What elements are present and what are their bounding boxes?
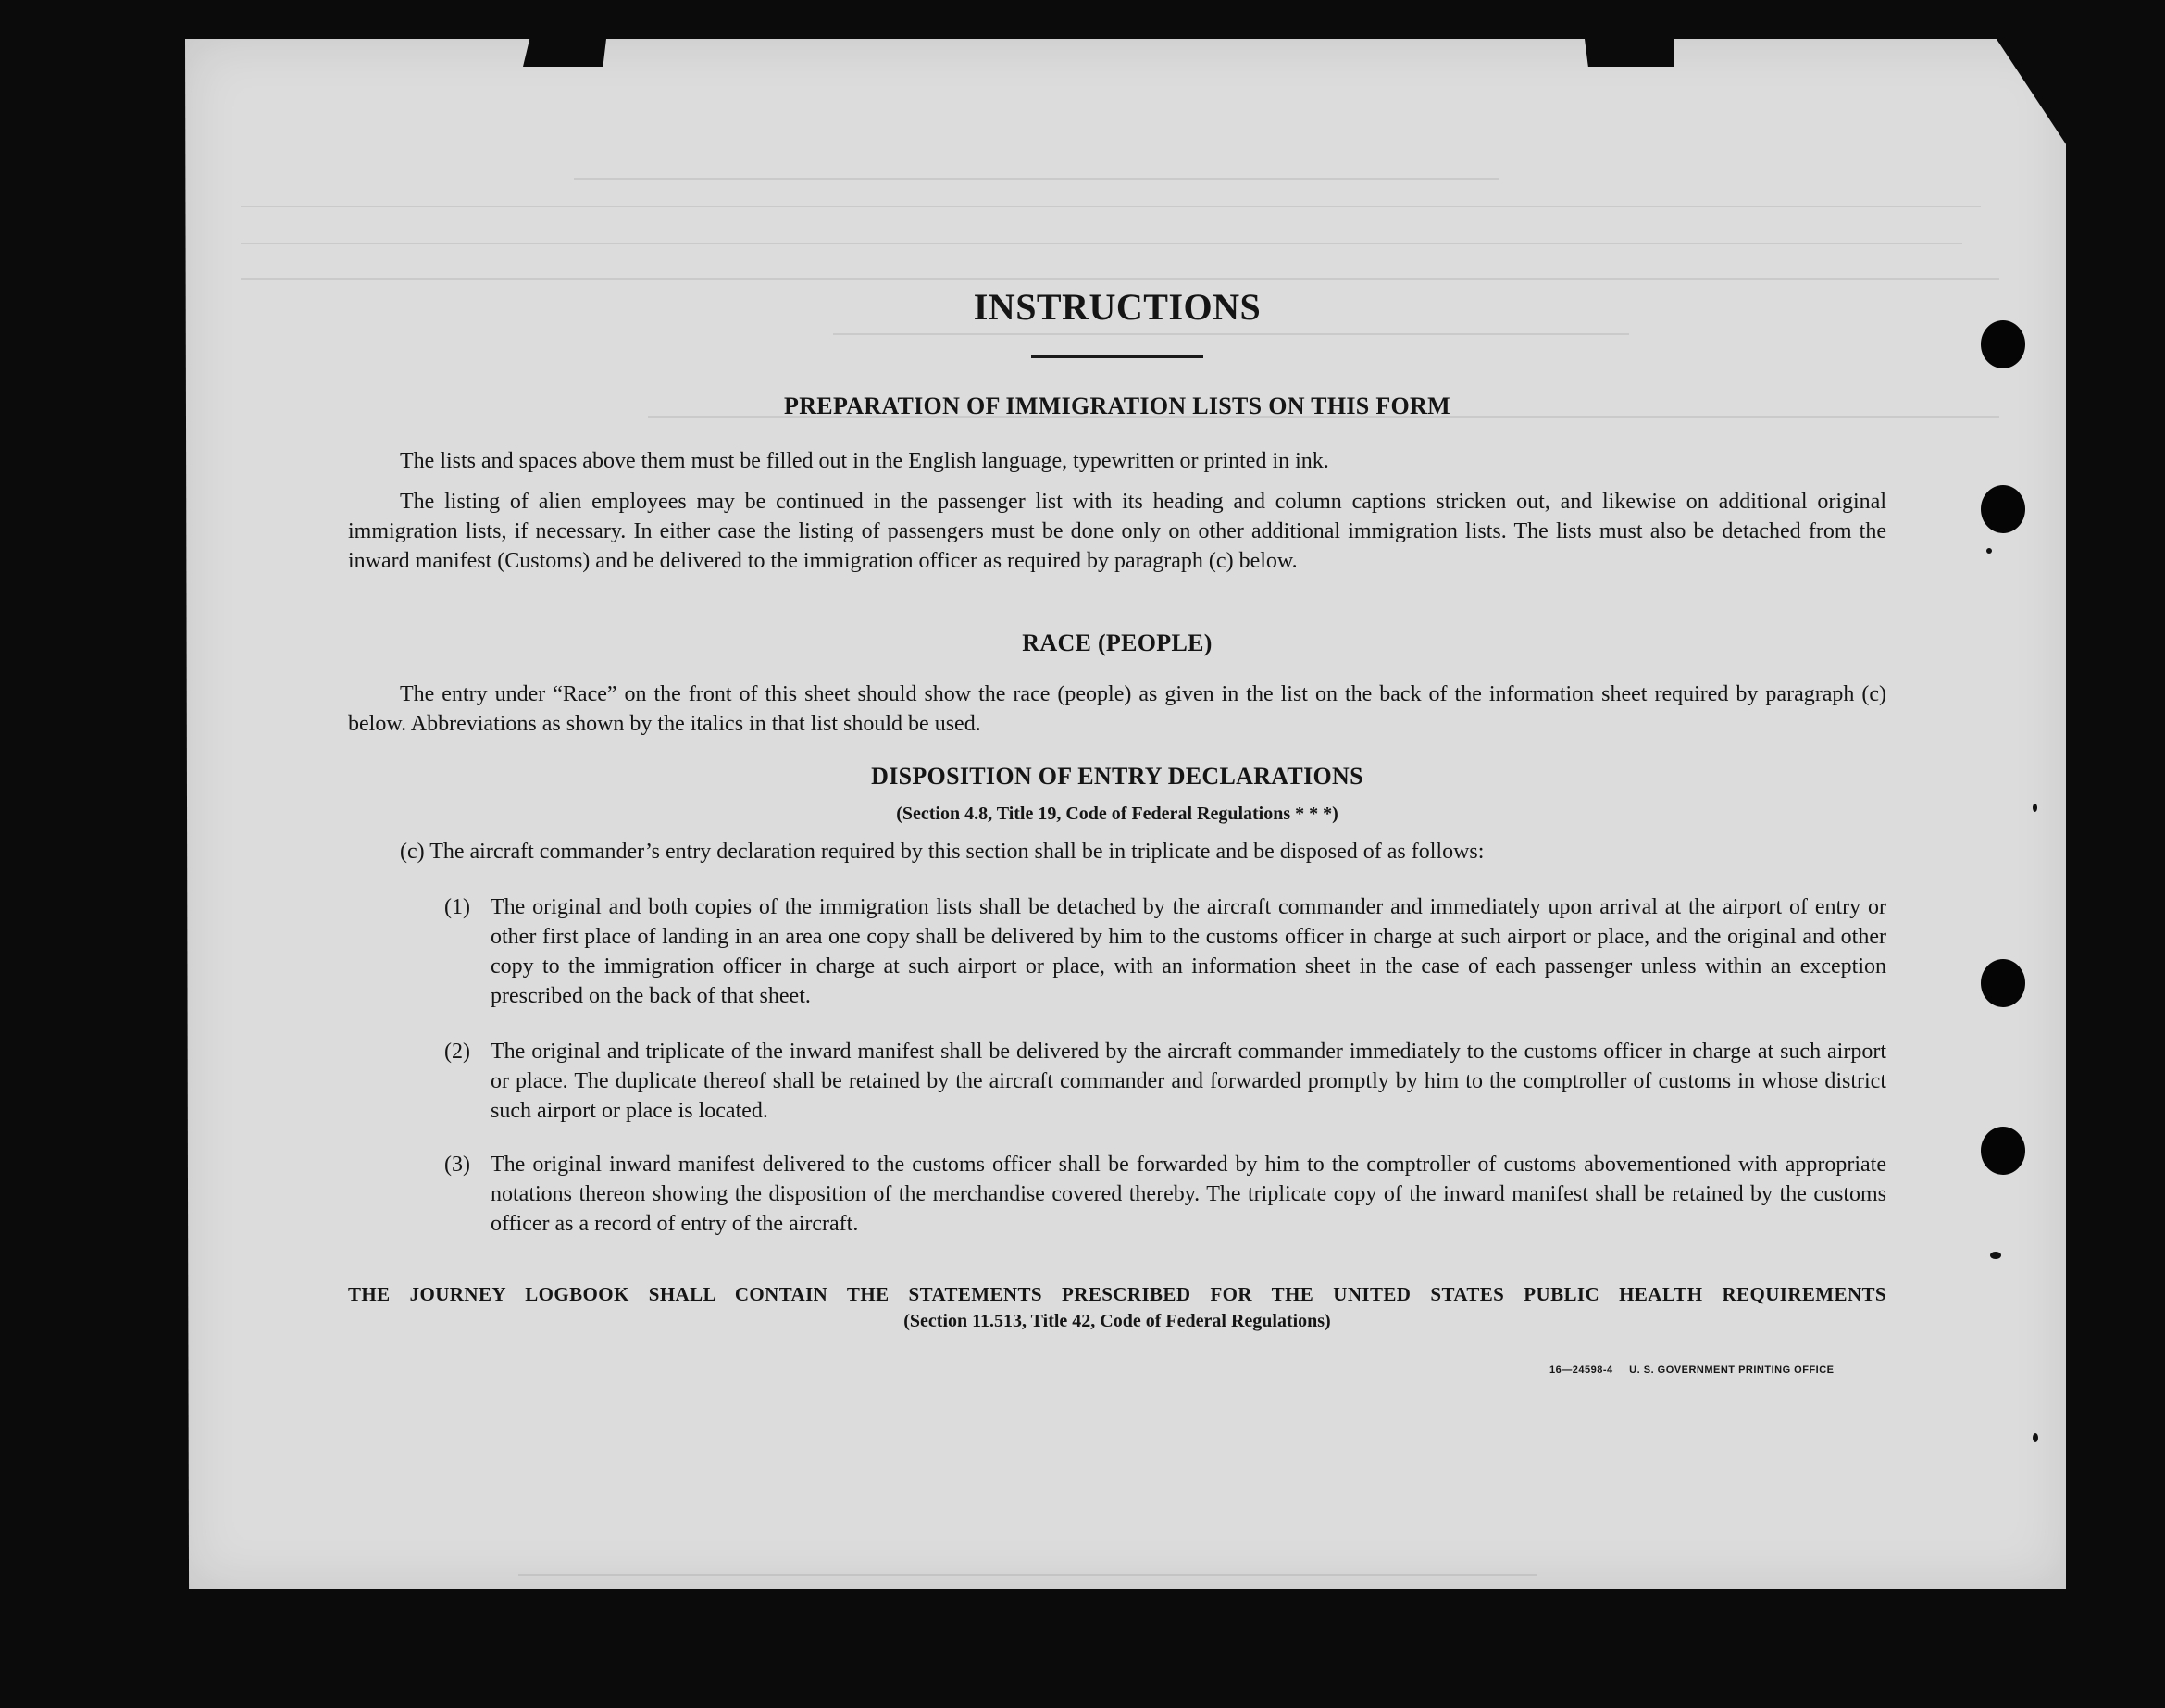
punch-hole [1981,959,2025,1007]
section-heading-race: RACE (PEOPLE) [1022,630,1213,656]
list-item [444,1037,1886,1126]
citation-section-4-8: (Section 4.8, Title 19, Code of Federal Regulations * * *) [896,804,1338,824]
document-title: INSTRUCTIONS [973,286,1262,328]
ink-speck [2033,804,2037,812]
paragraph-race: The entry under “Race” on the front of this sheet should show the race (people) as given in the list on the back of the information sheet required by paragraph (c) below. Abbreviations as shown by the italics in that list should be used. [348,682,1886,736]
paragraph-alien-employees: The listing of alien employees may be continued in the passenger list with its heading and column captions stricken out, and likewise on additional original immigration lists, if necessary. In either case the listing of passengers must be done only on other additional immigration lists. The lists must also be detached from the inward manifest (Customs) and be delivered to the immigration officer as required by paragraph (c) below. [348,490,1886,573]
form-number: 16—24598-4 [1549,1365,1613,1376]
printer-name: U. S. GOVERNMENT PRINTING OFFICE [1629,1365,1835,1376]
section-heading-preparation: PREPARATION OF IMMIGRATION LISTS ON THIS FORM [784,393,1450,419]
item-text: The original inward manifest delivered to the customs officer shall be forwarded by him to the comptroller of customs abovementioned with appropriate notations thereon showing the disposition of the merchandise covered thereby. The triplicate copy of the inward manifest shall be retained by the customs officer as a record of entry of the aircraft. [491,1153,1886,1236]
bleed-through-line [574,178,1499,180]
bleed-through-line [518,1574,1537,1576]
logbook-requirements-heading: THE JOURNEY LOGBOOK SHALL CONTAIN THE STATEMENTS PRESCRIBED FOR THE UNITED STATES PUBLIC HEALTH REQUIREMENTS [348,1283,1886,1305]
section-heading-disposition: DISPOSITION OF ENTRY DECLARATIONS [871,763,1363,790]
punch-hole [1981,485,2025,533]
item-text: The original and both copies of the immigration lists shall be detached by the aircraft commander and immediately upon arrival at the airport of entry or other first place of landing in an area one copy shall be delivered by him to the customs officer in charge at such airport or place, and the original and other copy to the immigration officer in charge at such airport or place, with an information sheet in the case of each passenger unless within an exception prescribed on the back of that sheet. [491,895,1886,1008]
bleed-through-line [241,243,1962,244]
clause-c-label: (c) [400,840,425,864]
printing-imprint [1549,1365,1835,1376]
clip-tab-right [1585,39,1674,67]
bleed-through-line [833,333,1629,335]
punch-hole [1981,1127,2025,1175]
item-number: (1) [444,895,470,919]
title-underline [1031,355,1203,358]
item-number: (2) [444,1040,470,1064]
bleed-through-line [241,206,1981,207]
paragraph-english-language: The lists and spaces above them must be filled out in the English language, typewritten or printed in ink. [400,449,1329,473]
ink-speck [2033,1433,2038,1442]
list-item [444,892,1886,1011]
list-item [444,1150,1886,1239]
item-text: The original and triplicate of the inward manifest shall be delivered by the aircraft commander immediately to the customs officer in charge at such airport or place. The duplicate thereof shall be retained by the aircraft commander and forwarded promptly by him to the comptroller of customs in whose district such airport or place is located. [491,1040,1886,1123]
punch-hole [1981,320,2025,368]
clip-tab-left [523,39,606,67]
ink-speck [1986,548,1992,554]
bleed-through-line [241,278,1999,280]
ink-speck [1990,1252,2001,1259]
clause-c-text: The aircraft commander’s entry declaration required by this section shall be in triplicate and be disposed of as follows: [429,840,1485,864]
citation-section-11-513: (Section 11.513, Title 42, Code of Federal Regulations) [903,1311,1331,1331]
clause-c [400,837,1886,866]
item-number: (3) [444,1153,470,1177]
